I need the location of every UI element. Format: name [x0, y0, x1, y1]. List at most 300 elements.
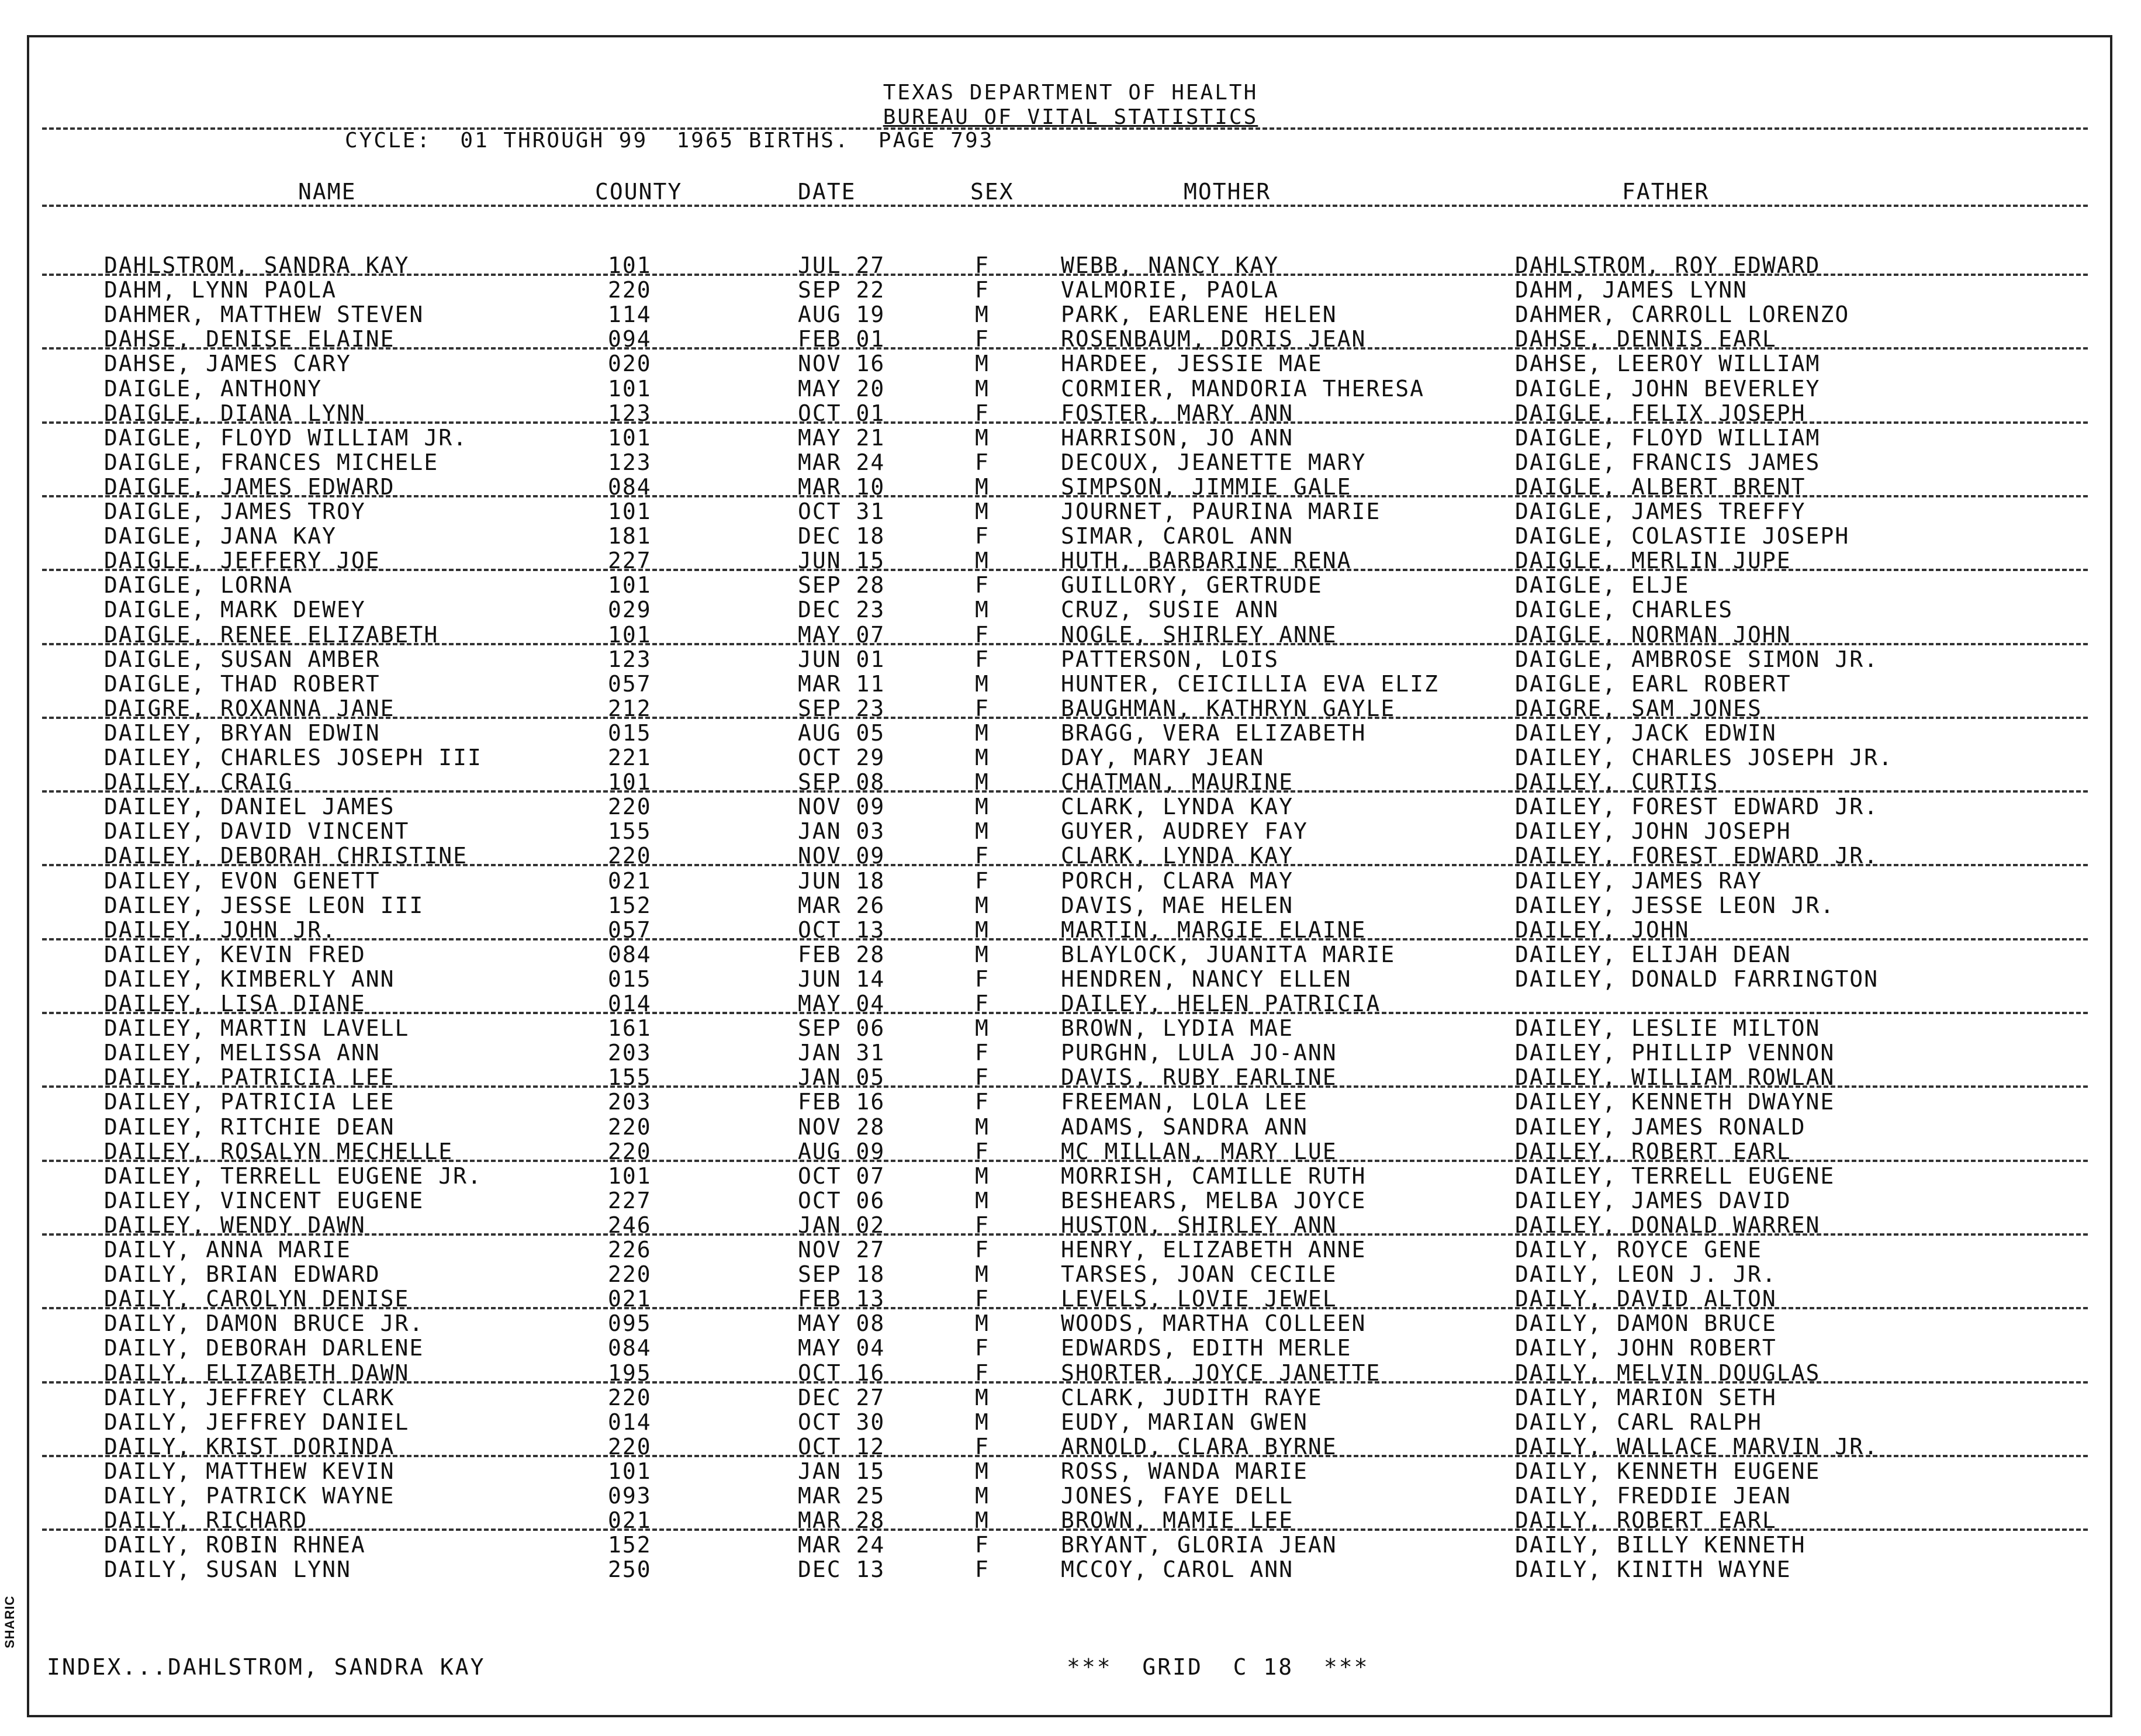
mother-cell: FREEMAN, LOLA LEE [1061, 1089, 1308, 1115]
table-row [0, 1114, 2141, 1139]
father-cell: DAIGLE, FELIX JOSEPH [1515, 400, 1806, 426]
mother-cell: FOSTER, MARY ANN [1061, 400, 1294, 426]
sex-cell: M [975, 1187, 990, 1213]
sex-cell: M [975, 351, 990, 377]
date-cell: MAY 07 [798, 621, 886, 648]
sex-cell: F [975, 572, 990, 599]
father-cell: DAILY, LEON J. JR. [1515, 1261, 1777, 1288]
father-cell: DAILEY, PHILLIP VENNON [1515, 1040, 1835, 1066]
table-row [0, 572, 2141, 597]
name-cell: DAILEY, RITCHIE DEAN [104, 1113, 395, 1140]
father-cell: DAHMER, CARROLL LORENZO [1515, 302, 1850, 328]
sex-cell: F [975, 1532, 990, 1558]
date-cell: MAR 11 [798, 670, 886, 697]
date-cell: OCT 06 [798, 1187, 886, 1213]
father-cell: DAILY, MELVIN DOUGLAS [1515, 1360, 1821, 1386]
date-cell: SEP 18 [798, 1261, 886, 1288]
name-cell: DAILY, MATTHEW KEVIN [104, 1458, 395, 1484]
date-cell: MAR 25 [798, 1483, 886, 1509]
mother-cell: HUSTON, SHIRLEY ANN [1061, 1212, 1337, 1238]
sex-cell: F [975, 621, 990, 648]
name-cell: DAILEY, EVON GENETT [104, 867, 381, 894]
date-cell: NOV 27 [798, 1237, 886, 1263]
date-cell: NOV 28 [798, 1113, 886, 1140]
father-cell: DAILY, ROYCE GENE [1515, 1237, 1762, 1263]
col-header-mother: MOTHER [1184, 179, 1271, 205]
date-cell: MAY 20 [798, 375, 886, 402]
date-cell: JAN 15 [798, 1458, 886, 1484]
mother-cell: WOODS, MARTHA COLLEEN [1061, 1310, 1367, 1337]
county-cell: 015 [608, 720, 652, 746]
county-cell: 057 [608, 917, 652, 943]
sex-cell: M [975, 473, 990, 500]
name-cell: DAILY, ROBIN RHNEA [104, 1532, 366, 1558]
sex-cell: M [975, 1113, 990, 1140]
county-cell: 014 [608, 991, 652, 1016]
table-row [0, 351, 2141, 375]
date-cell: JUN 01 [798, 646, 886, 672]
sex-cell: F [975, 1089, 990, 1115]
date-cell: SEP 28 [798, 572, 886, 599]
mother-cell: HENDREN, NANCY ELLEN [1061, 966, 1352, 992]
mother-cell: BRAGG, VERA ELIZABETH [1061, 720, 1367, 746]
county-cell: 021 [608, 1507, 652, 1534]
table-row [0, 1335, 2141, 1360]
father-cell: DAILEY, FOREST EDWARD JR. [1515, 843, 1879, 869]
name-cell: DAIGLE, SUSAN AMBER [104, 646, 381, 672]
county-cell: 220 [608, 794, 652, 820]
father-cell: DAHM, JAMES LYNN [1515, 277, 1748, 303]
father-cell: DAIGLE, EARL ROBERT [1515, 670, 1791, 697]
mother-cell: CLARK, LYNDA KAY [1061, 843, 1294, 869]
sex-cell: F [975, 966, 990, 992]
sex-cell: F [975, 1040, 990, 1066]
sex-cell: M [975, 745, 990, 770]
name-cell: DAILEY, JESSE LEON III [104, 892, 424, 918]
mother-cell: GUYER, AUDREY FAY [1061, 818, 1308, 845]
father-cell: DAIGLE, JAMES TREFFY [1515, 499, 1806, 524]
name-cell: DAILY, BRIAN EDWARD [104, 1261, 381, 1288]
mother-cell: NOGLE, SHIRLEY ANNE [1061, 621, 1337, 648]
county-cell: 123 [608, 400, 652, 426]
name-cell: DAIGLE, THAD ROBERT [104, 670, 381, 697]
father-cell: DAILEY, WILLIAM ROWLAN [1515, 1064, 1835, 1091]
sex-cell: M [975, 499, 990, 524]
name-cell: DAILY, PATRICK WAYNE [104, 1483, 395, 1509]
department-title: TEXAS DEPARTMENT OF HEALTH [883, 81, 1258, 105]
name-cell: DAIGLE, ANTHONY [104, 375, 323, 402]
date-cell: OCT 13 [798, 917, 886, 943]
table-row [0, 893, 2141, 917]
father-cell: DAILY, CARL RALPH [1515, 1409, 1762, 1435]
date-cell: MAY 04 [798, 1335, 886, 1361]
father-cell: DAILEY, JOHN JOSEPH [1515, 818, 1791, 845]
date-cell: JAN 02 [798, 1212, 886, 1238]
name-cell: DAHLSTROM, SANDRA KAY [104, 253, 410, 278]
county-cell: 220 [608, 1384, 652, 1410]
date-cell: NOV 09 [798, 843, 886, 869]
father-cell: DAILY, BILLY KENNETH [1515, 1532, 1806, 1558]
county-cell: 084 [608, 473, 652, 500]
mother-cell: HENRY, ELIZABETH ANNE [1061, 1237, 1367, 1263]
table-row [0, 449, 2141, 474]
county-cell: 021 [608, 1286, 652, 1312]
sex-cell: M [975, 794, 990, 820]
county-cell: 203 [608, 1089, 652, 1115]
county-cell: 220 [608, 843, 652, 869]
county-cell: 123 [608, 449, 652, 475]
father-cell: DAILEY, JOHN [1515, 917, 1690, 943]
name-cell: DAHSE, JAMES CARY [104, 351, 351, 377]
father-cell: DAILEY, JAMES DAVID [1515, 1187, 1791, 1213]
date-cell: DEC 23 [798, 597, 886, 623]
county-cell: 101 [608, 769, 652, 796]
name-cell: DAILY, RICHARD [104, 1507, 308, 1534]
mother-cell: ADAMS, SANDRA ANN [1061, 1113, 1308, 1140]
date-cell: FEB 01 [798, 326, 886, 352]
date-cell: SEP 22 [798, 277, 886, 303]
date-cell: DEC 27 [798, 1384, 886, 1410]
row-rule [42, 1233, 2088, 1236]
county-cell: 155 [608, 1064, 652, 1091]
name-cell: DAILEY, CRAIG [104, 769, 293, 796]
table-row [0, 671, 2141, 696]
county-cell: 093 [608, 1483, 652, 1509]
sex-cell: F [975, 1212, 990, 1238]
bureau-title: BUREAU OF VITAL STATISTICS [883, 105, 1258, 129]
county-cell: 101 [608, 253, 652, 278]
sex-cell: F [975, 646, 990, 672]
mother-cell: SHORTER, JOYCE JANETTE [1061, 1360, 1381, 1386]
sex-cell: M [975, 424, 990, 451]
mother-cell: CLARK, LYNDA KAY [1061, 794, 1294, 820]
date-cell: OCT 29 [798, 745, 886, 770]
county-cell: 101 [608, 499, 652, 524]
sex-cell: M [975, 720, 990, 746]
sex-cell: F [975, 253, 990, 278]
sex-cell: M [975, 375, 990, 402]
mother-cell: DAY, MARY JEAN [1061, 745, 1265, 770]
father-cell: DAIGLE, CHARLES [1515, 597, 1734, 623]
mother-cell: CHATMAN, MAURINE [1061, 769, 1294, 796]
table-row [0, 277, 2141, 302]
father-cell: DAILY, DAMON BRUCE [1515, 1310, 1777, 1337]
name-cell: DAIGLE, JAMES EDWARD [104, 473, 395, 500]
date-cell: OCT 01 [798, 400, 886, 426]
mother-cell: PARK, EARLENE HELEN [1061, 302, 1337, 328]
mother-cell: DECOUX, JEANETTE MARY [1061, 449, 1367, 475]
sex-cell: M [975, 1507, 990, 1534]
father-cell: DAIGLE, COLASTIE JOSEPH [1515, 523, 1850, 549]
row-rule [42, 1307, 2088, 1309]
table-row [0, 966, 2141, 991]
county-cell: 029 [608, 597, 652, 623]
father-cell: DAILEY, JAMES RONALD [1515, 1113, 1806, 1140]
name-cell: DAILY, JEFFREY DANIEL [104, 1409, 410, 1435]
father-cell: DAILY, JOHN ROBERT [1515, 1335, 1777, 1361]
row-rule [42, 864, 2088, 866]
date-cell: OCT 30 [798, 1409, 886, 1435]
table-row [0, 818, 2141, 843]
table-row [0, 794, 2141, 818]
mother-cell: MARTIN, MARGIE ELAINE [1061, 917, 1367, 943]
county-cell: 212 [608, 695, 652, 721]
sex-cell: M [975, 1483, 990, 1509]
father-cell: DAILY, WALLACE MARVIN JR. [1515, 1433, 1879, 1460]
mother-cell: CLARK, JUDITH RAYE [1061, 1384, 1323, 1410]
county-cell: 220 [608, 1261, 652, 1288]
father-cell: DAIGLE, ALBERT BRENT [1515, 473, 1806, 500]
table-row [0, 597, 2141, 621]
sex-cell: M [975, 941, 990, 967]
table-row [0, 1261, 2141, 1286]
county-cell: 015 [608, 966, 652, 992]
father-cell: DAILY, KINITH WAYNE [1515, 1557, 1791, 1583]
table-row [0, 523, 2141, 548]
row-rule [42, 495, 2088, 497]
father-cell: DAILEY, ELIJAH DEAN [1515, 941, 1791, 967]
sex-cell: F [975, 991, 990, 1016]
county-cell: 220 [608, 277, 652, 303]
side-label: SHARIC [2, 1595, 17, 1648]
date-cell: AUG 09 [798, 1138, 886, 1164]
mother-cell: CRUZ, SUSIE ANN [1061, 597, 1279, 623]
col-header-date: DATE [798, 179, 856, 205]
table-row [0, 868, 2141, 893]
county-cell: 101 [608, 1458, 652, 1484]
date-cell: FEB 28 [798, 941, 886, 967]
name-cell: DAILEY, DAVID VINCENT [104, 818, 410, 845]
father-cell: DAIGLE, MERLIN JUPE [1515, 548, 1791, 574]
father-cell: DAIGLE, FRANCIS JAMES [1515, 449, 1821, 475]
table-row [0, 942, 2141, 966]
table-row [0, 1532, 2141, 1557]
mother-cell: VALMORIE, PAOLA [1061, 277, 1279, 303]
date-cell: MAY 08 [798, 1310, 886, 1337]
father-cell: DAILY, KENNETH EUGENE [1515, 1458, 1821, 1484]
date-cell: NOV 16 [798, 351, 886, 377]
county-cell: 227 [608, 548, 652, 574]
sex-cell: M [975, 892, 990, 918]
county-cell: 094 [608, 326, 652, 352]
mother-cell: SIMAR, CAROL ANN [1061, 523, 1294, 549]
date-cell: MAR 24 [798, 1532, 886, 1558]
date-cell: OCT 07 [798, 1163, 886, 1189]
father-cell: DAILEY, CHARLES JOSEPH JR. [1515, 745, 1893, 770]
father-cell: DAILEY, LESLIE MILTON [1515, 1015, 1821, 1042]
mother-cell: ROSENBAUM, DORIS JEAN [1061, 326, 1367, 352]
column-header-rule [42, 205, 2088, 207]
table-row [0, 1458, 2141, 1483]
county-cell: 220 [608, 1113, 652, 1140]
table-row [0, 646, 2141, 671]
mother-cell: HUNTER, CEICILLIA EVA ELIZ [1061, 670, 1439, 697]
name-cell: DAHMER, MATTHEW STEVEN [104, 302, 424, 328]
name-cell: DAIGLE, DIANA LYNN [104, 400, 366, 426]
mother-cell: GUILLORY, GERTRUDE [1061, 572, 1323, 599]
sex-cell: F [975, 843, 990, 869]
date-cell: SEP 06 [798, 1015, 886, 1042]
date-cell: JUL 27 [798, 253, 886, 278]
father-cell: DAIGLE, ELJE [1515, 572, 1690, 599]
name-cell: DAILEY, LISA DIANE [104, 991, 366, 1016]
name-cell: DAHSE, DENISE ELAINE [104, 326, 395, 352]
row-rule [42, 569, 2088, 571]
mother-cell: BAUGHMAN, KATHRYN GAYLE [1061, 695, 1396, 721]
father-cell: DAILEY, JESSE LEON JR. [1515, 892, 1835, 918]
name-cell: DAIGLE, JAMES TROY [104, 499, 366, 524]
father-cell: DAIGRE, SAM JONES [1515, 695, 1762, 721]
mother-cell: TARSES, JOAN CECILE [1061, 1261, 1337, 1288]
row-rule [42, 643, 2088, 645]
name-cell: DAIGRE, ROXANNA JANE [104, 695, 395, 721]
name-cell: DAILEY, PATRICIA LEE [104, 1089, 395, 1115]
sex-cell: F [975, 400, 990, 426]
date-cell: AUG 19 [798, 302, 886, 328]
name-cell: DAIGLE, LORNA [104, 572, 293, 599]
mother-cell: EUDY, MARIAN GWEN [1061, 1409, 1308, 1435]
table-row [0, 1310, 2141, 1335]
sex-cell: F [975, 1286, 990, 1312]
county-cell: 152 [608, 892, 652, 918]
sex-cell: F [975, 326, 990, 352]
table-row [0, 1015, 2141, 1040]
table-row [0, 1409, 2141, 1434]
county-cell: 220 [608, 1433, 652, 1460]
mother-cell: BROWN, MAMIE LEE [1061, 1507, 1294, 1534]
county-cell: 181 [608, 523, 652, 549]
county-cell: 155 [608, 818, 652, 845]
mother-cell: DAVIS, MAE HELEN [1061, 892, 1294, 918]
county-cell: 226 [608, 1237, 652, 1263]
row-rule [42, 1160, 2088, 1162]
date-cell: FEB 13 [798, 1286, 886, 1312]
sex-cell: F [975, 449, 990, 475]
county-cell: 014 [608, 1409, 652, 1435]
date-cell: OCT 16 [798, 1360, 886, 1386]
date-cell: JUN 18 [798, 867, 886, 894]
mother-cell: JONES, FAYE DELL [1061, 1483, 1294, 1509]
date-cell: JAN 31 [798, 1040, 886, 1066]
name-cell: DAIGLE, RENEE ELIZABETH [104, 621, 439, 648]
father-cell: DAILY, DAVID ALTON [1515, 1286, 1777, 1312]
mother-cell: BROWN, LYDIA MAE [1061, 1015, 1294, 1042]
name-cell: DAILY, JEFFREY CLARK [104, 1384, 395, 1410]
cycle-line: CYCLE: 01 THROUGH 99 1965 BIRTHS. PAGE 793 [345, 129, 994, 153]
mother-cell: PURGHN, LULA JO-ANN [1061, 1040, 1337, 1066]
row-rule [42, 717, 2088, 719]
table-row [0, 1089, 2141, 1113]
father-cell: DAILEY, DONALD FARRINGTON [1515, 966, 1879, 992]
name-cell: DAILY, ANNA MARIE [104, 1237, 351, 1263]
mother-cell: BESHEARS, MELBA JOYCE [1061, 1187, 1367, 1213]
father-cell: DAILEY, JAMES RAY [1515, 867, 1762, 894]
row-rule [42, 790, 2088, 793]
table-row [0, 1385, 2141, 1409]
mother-cell: BLAYLOCK, JUANITA MARIE [1061, 941, 1396, 967]
table-row [0, 1040, 2141, 1064]
sex-cell: F [975, 867, 990, 894]
county-cell: 101 [608, 424, 652, 451]
sex-cell: F [975, 1433, 990, 1460]
sex-cell: M [975, 302, 990, 328]
sex-cell: M [975, 1261, 990, 1288]
col-header-father: FATHER [1622, 179, 1710, 205]
table-row [0, 1163, 2141, 1188]
sex-cell: F [975, 1335, 990, 1361]
mother-cell: PORCH, CLARA MAY [1061, 867, 1294, 894]
name-cell: DAILEY, CHARLES JOSEPH III [104, 745, 482, 770]
row-rule [42, 1381, 2088, 1384]
table-row [0, 1237, 2141, 1261]
name-cell: DAILEY, DANIEL JAMES [104, 794, 395, 820]
mother-cell: WEBB, NANCY KAY [1061, 253, 1279, 278]
col-header-sex: SEX [970, 179, 1014, 205]
sex-cell: F [975, 1237, 990, 1263]
name-cell: DAILEY, MELISSA ANN [104, 1040, 381, 1066]
name-cell: DAILEY, DEBORAH CHRISTINE [104, 843, 468, 869]
sex-cell: M [975, 1409, 990, 1435]
sex-cell: M [975, 1015, 990, 1042]
mother-cell: BRYANT, GLORIA JEAN [1061, 1532, 1337, 1558]
row-rule [42, 1012, 2088, 1014]
county-cell: 220 [608, 1138, 652, 1164]
father-cell: DAILEY, CURTIS [1515, 769, 1719, 796]
mother-cell: DAVIS, RUBY EARLINE [1061, 1064, 1337, 1091]
sex-cell: F [975, 1557, 990, 1583]
name-cell: DAILEY, BRYAN EDWIN [104, 720, 381, 746]
mother-cell: LEVELS, LOVIE JEWEL [1061, 1286, 1337, 1312]
mother-cell: CORMIER, MANDORIA THERESA [1061, 375, 1424, 402]
mother-cell: SIMPSON, JIMMIE GALE [1061, 473, 1352, 500]
father-cell: DAILEY, FOREST EDWARD JR. [1515, 794, 1879, 820]
name-cell: DAILEY, ROSALYN MECHELLE [104, 1138, 454, 1164]
sex-cell: M [975, 917, 990, 943]
father-cell: DAHSE, LEEROY WILLIAM [1515, 351, 1821, 377]
row-rule [42, 1455, 2088, 1457]
mother-cell: MORRISH, CAMILLE RUTH [1061, 1163, 1367, 1189]
name-cell: DAILY, SUSAN LYNN [104, 1557, 351, 1583]
county-cell: 227 [608, 1187, 652, 1213]
father-cell: DAILEY, JACK EDWIN [1515, 720, 1777, 746]
county-cell: 101 [608, 1163, 652, 1189]
name-cell: DAIGLE, MARK DEWEY [104, 597, 366, 623]
name-cell: DAILY, KRIST DORINDA [104, 1433, 395, 1460]
mother-cell: HUTH, BARBARINE RENA [1061, 548, 1352, 574]
date-cell: MAR 10 [798, 473, 886, 500]
date-cell: AUG 05 [798, 720, 886, 746]
row-rule [42, 1528, 2088, 1531]
sex-cell: M [975, 1384, 990, 1410]
table-row [0, 720, 2141, 745]
sex-cell: M [975, 769, 990, 796]
mother-cell: HARDEE, JESSIE MAE [1061, 351, 1323, 377]
county-cell: 101 [608, 621, 652, 648]
name-cell: DAILEY, VINCENT EUGENE [104, 1187, 424, 1213]
row-rule [42, 1085, 2088, 1088]
father-cell: DAILY, MARION SETH [1515, 1384, 1777, 1410]
date-cell: MAR 26 [798, 892, 886, 918]
date-cell: OCT 31 [798, 499, 886, 524]
table-row [0, 1483, 2141, 1507]
name-cell: DAIGLE, JANA KAY [104, 523, 337, 549]
father-cell: DAILY, ROBERT EARL [1515, 1507, 1777, 1534]
row-rule [42, 421, 2088, 424]
date-cell: JUN 14 [798, 966, 886, 992]
father-cell: DAIGLE, FLOYD WILLIAM [1515, 424, 1821, 451]
name-cell: DAIGLE, FLOYD WILLIAM JR. [104, 424, 468, 451]
county-cell: 084 [608, 1335, 652, 1361]
